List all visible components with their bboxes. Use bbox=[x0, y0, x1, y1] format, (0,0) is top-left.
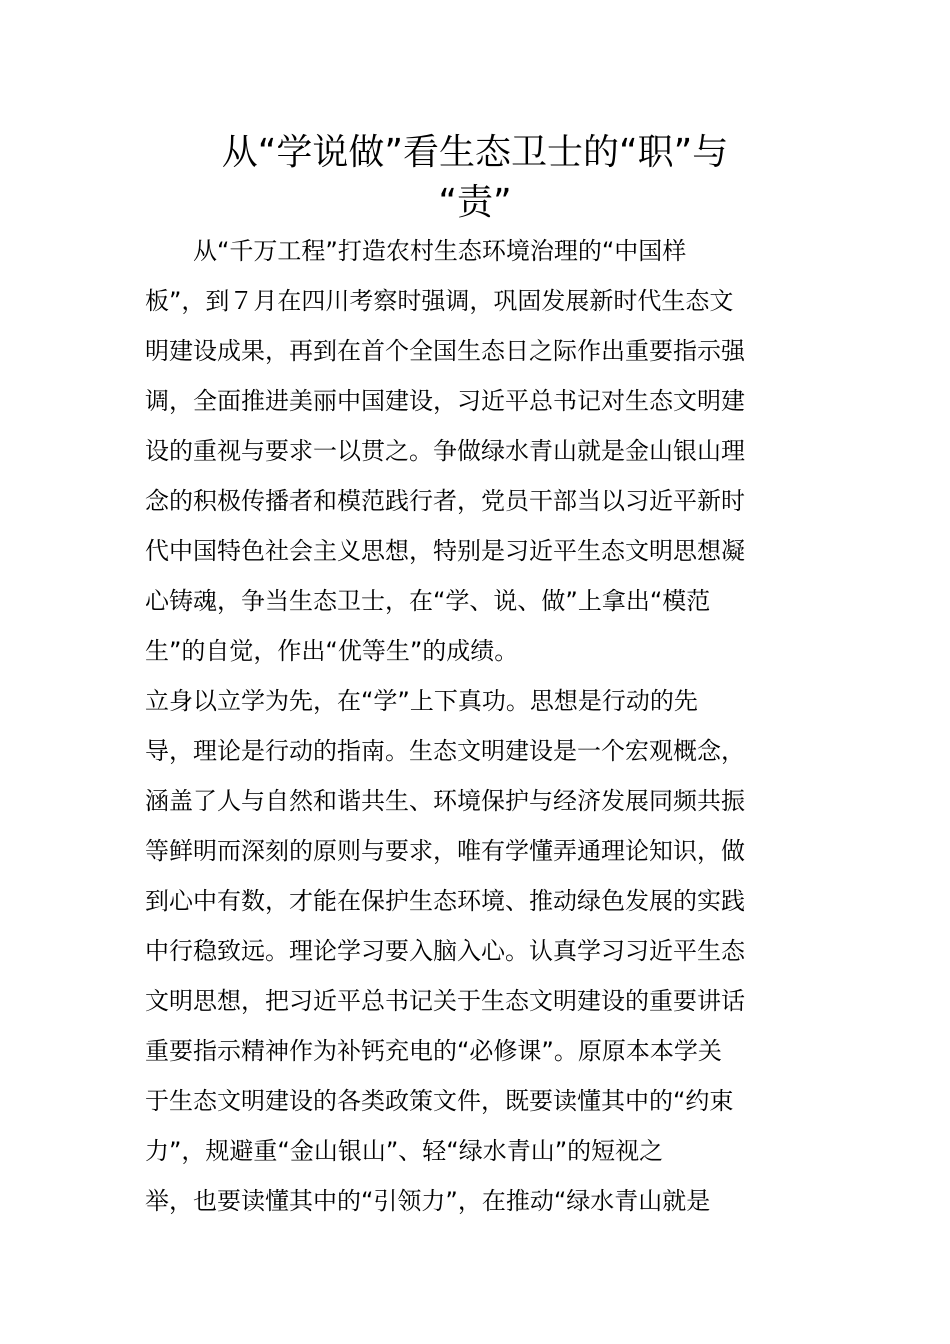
body-line: 文明思想，把习近平总书记关于生态文明建设的重要讲话 bbox=[145, 987, 745, 1015]
document-title-line-2: “责” bbox=[438, 182, 512, 223]
document-title-line-1: 从“学说做”看生态卫士的“职”与 bbox=[221, 132, 729, 173]
body-line: 设的重视与要求一以贯之。争做绿水青山就是金山银山理 bbox=[145, 437, 745, 465]
body-line: 重要指示精神作为补钙充电的“必修课”。原原本本学关 bbox=[145, 1037, 722, 1065]
body-line: 代中国特色社会主义思想，特别是习近平生态文明思想凝 bbox=[145, 537, 745, 565]
body-line: 从“千万工程”打造农村生态环境治理的“中国样 bbox=[145, 237, 687, 265]
body-line: 念的积极传播者和模范践行者，党员干部当以习近平新时 bbox=[145, 487, 745, 515]
body-line: 中行稳致远。理论学习要入脑入心。认真学习习近平生态 bbox=[145, 937, 745, 965]
body-line: 调，全面推进美丽中国建设，习近平总书记对生态文明建 bbox=[145, 387, 745, 415]
body-line: 到心中有数，才能在保护生态环境、推动绿色发展的实践 bbox=[145, 887, 745, 915]
body-line: 立身以立学为先，在“学”上下真功。思想是行动的先 bbox=[145, 687, 698, 715]
body-line: 心铸魂，争当生态卫士，在“学、说、做”上拿出“模范 bbox=[145, 587, 711, 615]
body-line: 明建设成果，再到在首个全国生态日之际作出重要指示强 bbox=[145, 337, 745, 365]
body-line: 板”，到７月在四川考察时强调，巩固发展新时代生态文 bbox=[145, 287, 734, 315]
document-body bbox=[145, 226, 807, 1226]
body-line: 力”，规避重“金山银山”、轻“绿水青山”的短视之 bbox=[145, 1137, 664, 1165]
body-line: 等鲜明而深刻的原则与要求，唯有学懂弄通理论知识，做 bbox=[145, 837, 745, 865]
body-line: 导，理论是行动的指南。生态文明建设是一个宏观概念， bbox=[145, 737, 745, 765]
body-line: 生”的自觉，作出“优等生”的成绩。 bbox=[145, 637, 519, 665]
body-line: 涵盖了人与自然和谐共生、环境保护与经济发展同频共振 bbox=[145, 787, 745, 815]
body-line: 于生态文明建设的各类政策文件，既要读懂其中的“约束 bbox=[145, 1087, 734, 1115]
body-line: 举，也要读懂其中的“引领力”，在推动“绿水青山就是 bbox=[145, 1187, 711, 1215]
